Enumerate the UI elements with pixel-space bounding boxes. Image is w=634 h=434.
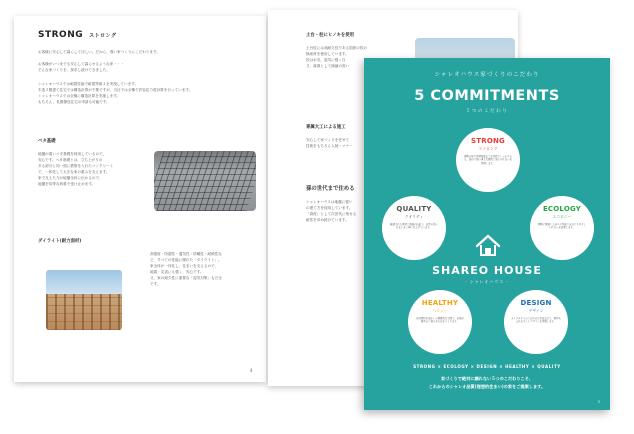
commitment-name-jp: ストロング bbox=[478, 146, 498, 151]
intro-line: 木造２階建て住宅では構造計算が不要ですが、当社では全棟で許容応力度計算を行っています。 bbox=[38, 88, 193, 92]
commitment-desc: ライフスタイルに合わせた自由設計で、個性あふれる美しいデザインを実現します。 bbox=[511, 317, 561, 324]
body-line: シャレオハウスは地盤に強い bbox=[306, 200, 353, 204]
body-line: 高強度・防腐性・通気性・防蟻性・耐候性な bbox=[150, 252, 222, 256]
left-page bbox=[14, 16, 266, 382]
commitment-name-jp: ヘルシー bbox=[432, 308, 448, 313]
section-heading-dailite: ダイライト(耐力面材) bbox=[38, 239, 82, 244]
commitment-desc: 自然素材を活かした健康的な空間で、家族が健やかに暮らせる家をつくります。 bbox=[416, 317, 464, 324]
body-line: 土台柱には高耐久性である国産の桧の bbox=[306, 46, 368, 50]
body-line: 「資産」として次世代に残せる bbox=[306, 212, 357, 216]
body-line: ある部分と同一面に鉄筋を入れたコンクリート bbox=[38, 164, 114, 168]
body-line: です。 bbox=[150, 282, 161, 286]
rebar-foundation-photo bbox=[154, 151, 256, 211]
section-heading-hinoki: 土台・柱にヒノキを使用 bbox=[306, 33, 355, 38]
body-line: 家全体が一体化し、住まいを支えるので、 bbox=[150, 264, 219, 268]
right-page bbox=[364, 58, 610, 410]
body-line: 安心です。ベタ基礎とは、立ち上がりの bbox=[38, 158, 103, 162]
body-line: 地震・災害にも強く、安心です。 bbox=[150, 270, 204, 274]
intro-line: シャレオハウスでは耐震性能で耐震等級３を実現しています。 bbox=[38, 82, 139, 86]
closing-message: これからのシャレオ品質(理想的住まい)の家をご提案します。 bbox=[428, 384, 546, 389]
section-heading-carpenter: 専属大工による施工 bbox=[306, 125, 346, 130]
commitment-circle-strong bbox=[456, 128, 520, 192]
body-line: 又、資源として価値の高い bbox=[306, 64, 350, 68]
commitment-name: QUALITY bbox=[396, 205, 432, 213]
commitment-name-jp: エコロジー bbox=[552, 214, 572, 219]
body-line: 桧は水気、湿気に強く白 bbox=[306, 58, 346, 62]
body-line: ど、すべての性能に優れた「ダイライト」。 bbox=[150, 258, 222, 262]
body-line: 耐性を求め続けています。 bbox=[306, 218, 349, 222]
body-line: 又、家の耐久性に重要な「湿気対策」も万全 bbox=[150, 276, 222, 280]
commitment-desc: 厳選された素材と熟練の技術で、品質の高い住まいを丁寧に仕上げています。 bbox=[390, 223, 438, 230]
brand-logo-text: SHAREO HOUSE bbox=[432, 264, 542, 277]
body-line: 無垢材を使用しています。 bbox=[306, 52, 349, 56]
intro-line: シャレオハウスでは全棟に構造計算を実施します。 bbox=[38, 94, 121, 98]
commitment-circle-quality bbox=[382, 196, 446, 260]
commitment-name-jp: クオリティ bbox=[404, 214, 424, 219]
intro-line: お客様に安心して暮らしてほしい。だから、強い家づくりにこだわります。 bbox=[38, 50, 160, 54]
keywords-line: STRONG × ECOLOGY × DESIGN × HEALTHY × QUALITY bbox=[413, 364, 561, 369]
body-line: 技術をもちろん人柄・マナー bbox=[306, 144, 353, 148]
intro-line: そんな家づくりを、探求し続けてきました。 bbox=[38, 68, 110, 72]
body-line: で、一体化して大きな家の重みを支えます。 bbox=[38, 170, 110, 174]
closing-message: 家づくりで絶対に譲れない５つのこだわりこそ、 bbox=[440, 376, 534, 381]
body-line: 家で支えた力が地盤全体に伝わるので、 bbox=[38, 176, 103, 180]
lead-text: シャレオハウス家づくりのこだわり bbox=[434, 72, 540, 78]
commitment-desc: 建物の地下深層地盤までを基礎にしっかり支え、揺れに強い頑丈な構造で安心の住まいを実現します。 bbox=[464, 155, 512, 165]
body-line: 地盤を均等な荷重で受け止めます。 bbox=[38, 182, 96, 186]
intro-line: もちろん、長期優良住宅の申請も可能です。 bbox=[38, 100, 110, 104]
commitments-subtitle: ５つのこだわり bbox=[465, 109, 509, 114]
page-title bbox=[38, 30, 117, 40]
section-heading-foundation: ベタ基礎 bbox=[38, 139, 56, 144]
section-heading-generations: 孫の世代まで住める bbox=[306, 186, 355, 192]
house-frame-photo bbox=[46, 270, 122, 330]
brand-logo-jp: - シャレオハウス - bbox=[464, 279, 510, 284]
commitment-circle-design bbox=[504, 290, 568, 354]
commitment-name: STRONG bbox=[471, 137, 505, 145]
page-number: 5 bbox=[597, 400, 600, 404]
commitment-name: ECOLOGY bbox=[542, 205, 582, 213]
house-logo-icon bbox=[475, 232, 501, 258]
body-line: 安心して家づくりを任せて bbox=[306, 138, 350, 142]
title-text: STRONG bbox=[38, 30, 84, 40]
body-line: 地盤が弱いベタ基礎を採用しているので、 bbox=[38, 152, 107, 156]
commitment-name: DESIGN bbox=[520, 299, 552, 307]
body-line: の建て方を採用しています。 bbox=[306, 206, 353, 210]
commitments-title: 5 COMMITMENTS bbox=[414, 88, 560, 104]
commitment-name: HEALTHY bbox=[421, 299, 459, 307]
commitment-name-jp: デザイン bbox=[528, 308, 544, 313]
commitment-circle-healthy bbox=[408, 290, 472, 354]
page-number: 4 bbox=[250, 368, 253, 373]
title-jp: ストロング bbox=[89, 33, 117, 39]
intro-line: お客様がいつまでも安心して暮らせるような家・・・ bbox=[38, 62, 125, 66]
commitment-desc: 環境に配慮した省エネ性能で家計にもやさしい住まいを提案します。 bbox=[538, 223, 586, 230]
commitment-circle-ecology bbox=[530, 196, 594, 260]
